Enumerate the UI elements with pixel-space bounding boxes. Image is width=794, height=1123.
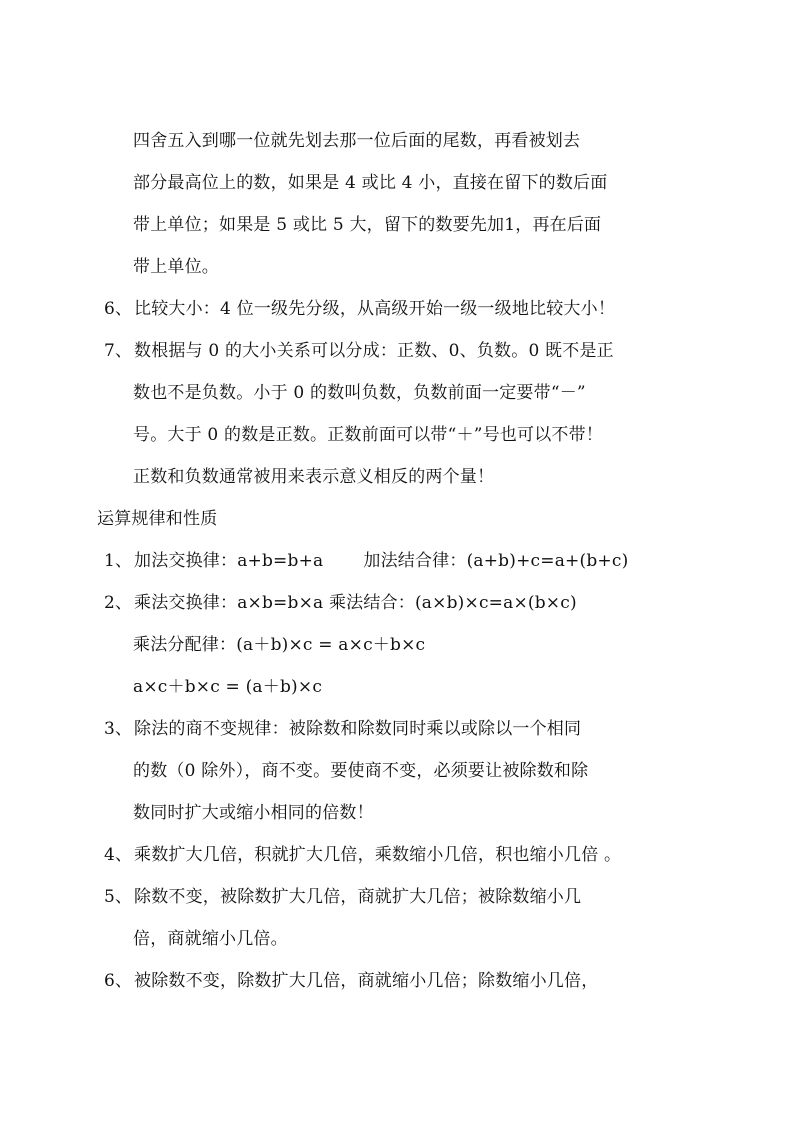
rule-2-distributive: 乘法分配律：(a＋b)×c = a×c＋b×c [133,635,426,655]
item-7-line-3: 号。大于 0 的数是正数。正数前面可以带“＋”号也可以不带！ [133,425,604,445]
item-number: 5、 [104,887,133,907]
rule-text: 乘法交换律：a×b=b×a 乘法结合：(a×b)×c=a×(b×c) [134,593,577,613]
item-number: 4、 [104,845,133,865]
rule-text: 除法的商不变规律：被除数和除数同时乘以或除以一个相同 [134,719,582,739]
rule-2-distributive-reverse: a×c＋b×c = (a＋b)×c [133,677,323,697]
list-item-6-compare [104,298,615,320]
rule-6-divisor [104,970,598,992]
rule-2-multiplication [104,592,577,614]
list-item-7-sign [104,340,614,362]
item-7-line-2: 数也不是负数。小于 0 的数叫负数，负数前面一定要带“－” [133,383,586,403]
rule-3-line-2: 的数（0 除外），商不变。要使商不变，必须要让被除数和除 [133,761,589,781]
rounding-line-1: 四舍五入到哪一位就先划去那一位后面的尾数，再看被划去 [133,131,581,151]
rule-text: 除数不变，被除数扩大几倍，商就扩大几倍；被除数缩小几 [134,887,582,907]
rounding-line-4: 带上单位。 [133,257,219,277]
section-title: 运算规律和性质 [97,509,218,529]
item-number: 6、 [104,971,133,991]
rule-text: 加法交换律：a+b=b+a [134,551,324,571]
rule-text: 被除数不变，除数扩大几倍，商就缩小几倍；除数缩小几倍， [134,971,599,991]
rule-5-dividend [104,886,581,908]
rule-3-line-3: 数同时扩大或缩小相同的倍数！ [133,803,374,823]
rule-1-addition [104,550,628,572]
rule-3-quotient [104,718,581,740]
rounding-line-2: 部分最高位上的数，如果是 4 或比 4 小，直接在留下的数后面 [133,173,608,193]
item-number: 7、 [104,341,133,361]
item-number: 6、 [104,299,133,319]
item-7-line-4: 正数和负数通常被用来表示意义相反的两个量！ [133,467,495,487]
rounding-line-3: 带上单位；如果是 5 或比 5 大，留下的数要先加1，再在后面 [133,215,602,235]
item-text: 比较大小：4 位一级先分级，从高级开始一级一级地比较大小！ [134,299,616,319]
item-text: 数根据与 0 的大小关系可以分成：正数、0、负数。0 既不是正 [134,341,614,361]
rule-text-b: 加法结合律：(a+b)+c=a+(b+c) [363,551,629,571]
item-number: 2、 [104,593,133,613]
item-number: 3、 [104,719,133,739]
rule-5-line-2: 倍，商就缩小几倍。 [133,929,288,949]
rule-text: 乘数扩大几倍，积就扩大几倍，乘数缩小几倍，积也缩小几倍 。 [134,845,622,865]
item-number: 1、 [104,551,133,571]
rule-4-product [104,844,621,866]
